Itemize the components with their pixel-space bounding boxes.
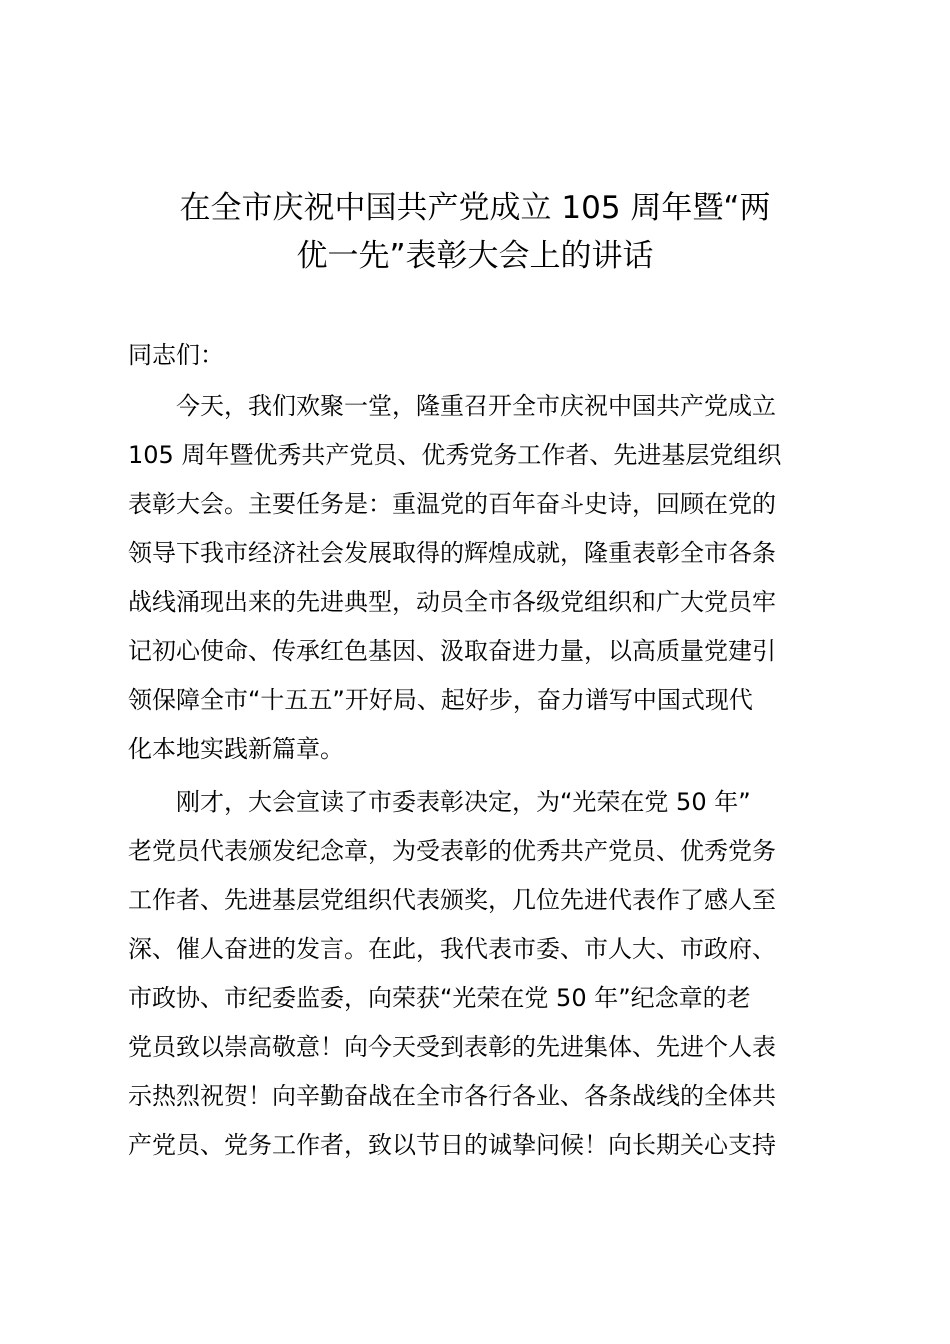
body-line: 刚才，大会宣读了市委表彰决定，为“光荣在党 50 年” [128,788,751,816]
document-title-line-2: 优一先”表彰大会上的讲话 [296,238,654,274]
document-title-line-1: 在全市庆祝中国共产党成立 105 周年暨“两 [179,190,771,226]
body-line: 105 周年暨优秀共产党员、优秀党务工作者、先进基层党组织 [128,441,782,469]
body-line: 工作者、先进基层党组织代表颁奖，几位先进代表作了感人至 [128,886,776,914]
body-line: 领导下我市经济社会发展取得的辉煌成就，隆重表彰全市各条 [128,539,776,567]
body-line: 示热烈祝贺！向辛勤奋战在全市各行各业、各条战线的全体共 [128,1082,776,1110]
body-line: 党员致以崇高敬意！向今天受到表彰的先进集体、先进个人表 [128,1033,776,1061]
salutation: 同志们： [128,341,224,369]
body-line: 产党员、党务工作者，致以节日的诚挚问候！向长期关心支持 [128,1131,776,1159]
body-line: 今天，我们欢聚一堂，隆重召开全市庆祝中国共产党成立 [128,392,776,420]
body-line: 深、催人奋进的发言。在此，我代表市委、市人大、市政府、 [128,935,776,963]
body-line: 化本地实践新篇章。 [128,735,344,763]
body-line: 表彰大会。主要任务是：重温党的百年奋斗史诗，回顾在党的 [128,490,776,518]
body-line: 老党员代表颁发纪念章，为受表彰的优秀共产党员、优秀党务 [128,837,776,865]
body-line: 记初心使命、传承红色基因、汲取奋进力量，以高质量党建引 [128,637,776,665]
body-line: 市政协、市纪委监委，向荣获“光荣在党 50 年”纪念章的老 [128,984,751,1012]
body-line: 领保障全市“十五五”开好局、起好步，奋力谱写中国式现代 [128,686,753,714]
body-line: 战线涌现出来的先进典型，动员全市各级党组织和广大党员牢 [128,588,776,616]
